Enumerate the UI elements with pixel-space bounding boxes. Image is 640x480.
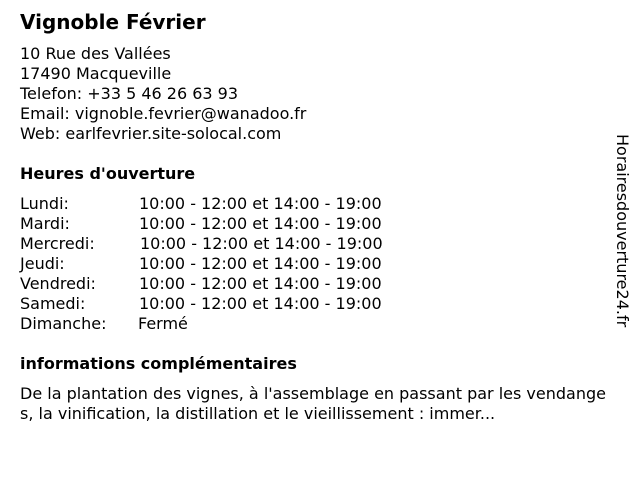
day-hours: 10:00 - 12:00 et 14:00 - 19:00 <box>139 294 382 313</box>
day-hours: 10:00 - 12:00 et 14:00 - 19:00 <box>139 214 382 233</box>
day-label: Dimanche: <box>20 314 107 333</box>
hours-row-wednesday <box>20 234 440 254</box>
address-city: 17490 Macqueville <box>20 64 172 83</box>
opening-hours-table <box>20 194 440 334</box>
business-name: Vignoble Février <box>20 10 206 34</box>
day-hours: 10:00 - 12:00 et 14:00 - 19:00 <box>140 234 383 253</box>
site-watermark: Horairesdouverture24.fr <box>613 134 632 328</box>
day-label: Lundi: <box>20 194 69 213</box>
day-hours: 10:00 - 12:00 et 14:00 - 19:00 <box>139 274 382 293</box>
hours-row-friday <box>20 274 440 294</box>
hours-row-saturday <box>20 294 440 314</box>
hours-row-sunday <box>20 314 440 334</box>
phone-number: Telefon: +33 5 46 26 63 93 <box>20 84 239 103</box>
additional-info-text: De la plantation des vignes, à l'assemblage en passant par les vendanges, la vinification, la distillation et le vieillissement : immer... <box>20 384 606 423</box>
contact-block <box>20 44 306 144</box>
address-street: 10 Rue des Vallées <box>20 44 171 63</box>
day-label: Mardi: <box>20 214 70 233</box>
day-hours: Fermé <box>138 314 188 333</box>
day-label: Mercredi: <box>20 234 95 253</box>
hours-row-thursday <box>20 254 440 274</box>
additional-info-heading: informations complémentaires <box>20 354 297 373</box>
website-address: Web: earlfevrier.site-solocal.com <box>20 124 282 143</box>
hours-row-tuesday <box>20 214 440 234</box>
day-label: Samedi: <box>20 294 86 313</box>
day-label: Jeudi: <box>20 254 65 273</box>
day-hours: 10:00 - 12:00 et 14:00 - 19:00 <box>139 194 382 213</box>
email-address: Email: vignoble.fevrier@wanadoo.fr <box>20 104 307 123</box>
hours-row-monday <box>20 194 440 214</box>
day-hours: 10:00 - 12:00 et 14:00 - 19:00 <box>139 254 382 273</box>
opening-hours-heading: Heures d'ouverture <box>20 164 196 183</box>
day-label: Vendredi: <box>20 274 96 293</box>
